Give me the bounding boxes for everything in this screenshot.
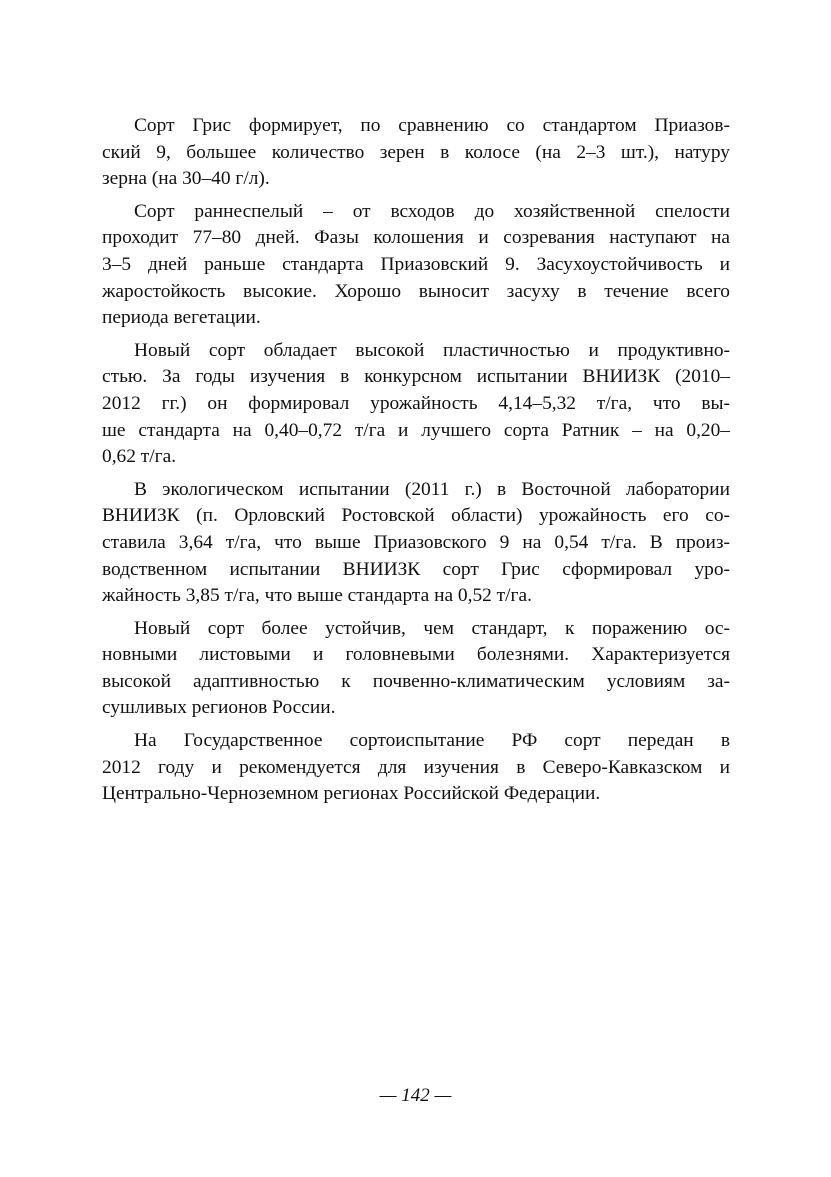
paragraph-4 xyxy=(102,477,730,610)
page-number: — 142 — xyxy=(379,1085,452,1106)
text-line: проходит 77–80 дней. Фазы колошения и созревания наступают на xyxy=(102,227,730,249)
text-line: 2012 гг.) он формировал урожайность 4,14–5,32 т/га, что вы- xyxy=(102,392,730,414)
text-line: водственном испытании ВНИИЗК сорт Грис сформировал уро- xyxy=(102,558,730,580)
text-line: 3–5 дней раньше стандарта Приазовский 9. Засухоустойчивость и xyxy=(102,253,730,275)
text-line: На Государственное сортоиспытание РФ сорт передан в xyxy=(134,730,730,752)
paragraph-1 xyxy=(102,113,730,193)
text-line: сушливых регионов России. xyxy=(102,697,336,719)
text-line: Сорт раннеспелый – от всходов до хозяйственной спелости xyxy=(134,200,730,222)
text-line: ский 9, большее количество зерен в колосе (на 2–3 шт.), натуру xyxy=(102,141,730,163)
document-body xyxy=(102,113,730,814)
text-line: ставила 3,64 т/га, что выше Приазовского 9 на 0,54 т/га. В произ- xyxy=(102,531,730,553)
paragraph-2 xyxy=(102,199,730,332)
text-line: зерна (на 30–40 г/л). xyxy=(102,168,270,190)
text-line: ВНИИЗК (п. Орловский Ростовской области) урожайность его со- xyxy=(102,505,730,527)
text-line: Центрально-Черноземном регионах Российской Федерации. xyxy=(102,783,601,805)
text-line: новными листовыми и головневыми болезнями. Характеризуется xyxy=(102,644,730,666)
text-line: Новый сорт более устойчив, чем стандарт, к поражению ос- xyxy=(134,617,730,639)
text-line: стью. За годы изучения в конкурсном испытании ВНИИЗК (2010– xyxy=(102,366,730,388)
text-line: Новый сорт обладает высокой пластичностью и продуктивно- xyxy=(134,339,730,361)
text-line: жаростойкость высокие. Хорошо выносит засуху в течение всего xyxy=(102,280,730,302)
text-line: высокой адаптивностью к почвенно-климатическим условиям за- xyxy=(102,670,730,692)
paragraph-3 xyxy=(102,338,730,471)
paragraph-6 xyxy=(102,728,730,808)
text-line: 0,62 т/га. xyxy=(102,446,177,468)
text-line: В экологическом испытании (2011 г.) в Восточной лаборатории xyxy=(134,478,730,500)
text-line: 2012 году и рекомендуется для изучения в Северо-Кавказском и xyxy=(102,756,730,778)
text-line: Сорт Грис формирует, по сравнению со стандартом Приазов- xyxy=(134,115,730,136)
text-line: жайность 3,85 т/га, что выше стандарта на 0,52 т/га. xyxy=(102,585,532,607)
paragraph-5 xyxy=(102,616,730,722)
text-line: ше стандарта на 0,40–0,72 т/га и лучшего сорта Ратник – на 0,20– xyxy=(102,419,730,441)
text-line: периода вегетации. xyxy=(102,307,261,329)
